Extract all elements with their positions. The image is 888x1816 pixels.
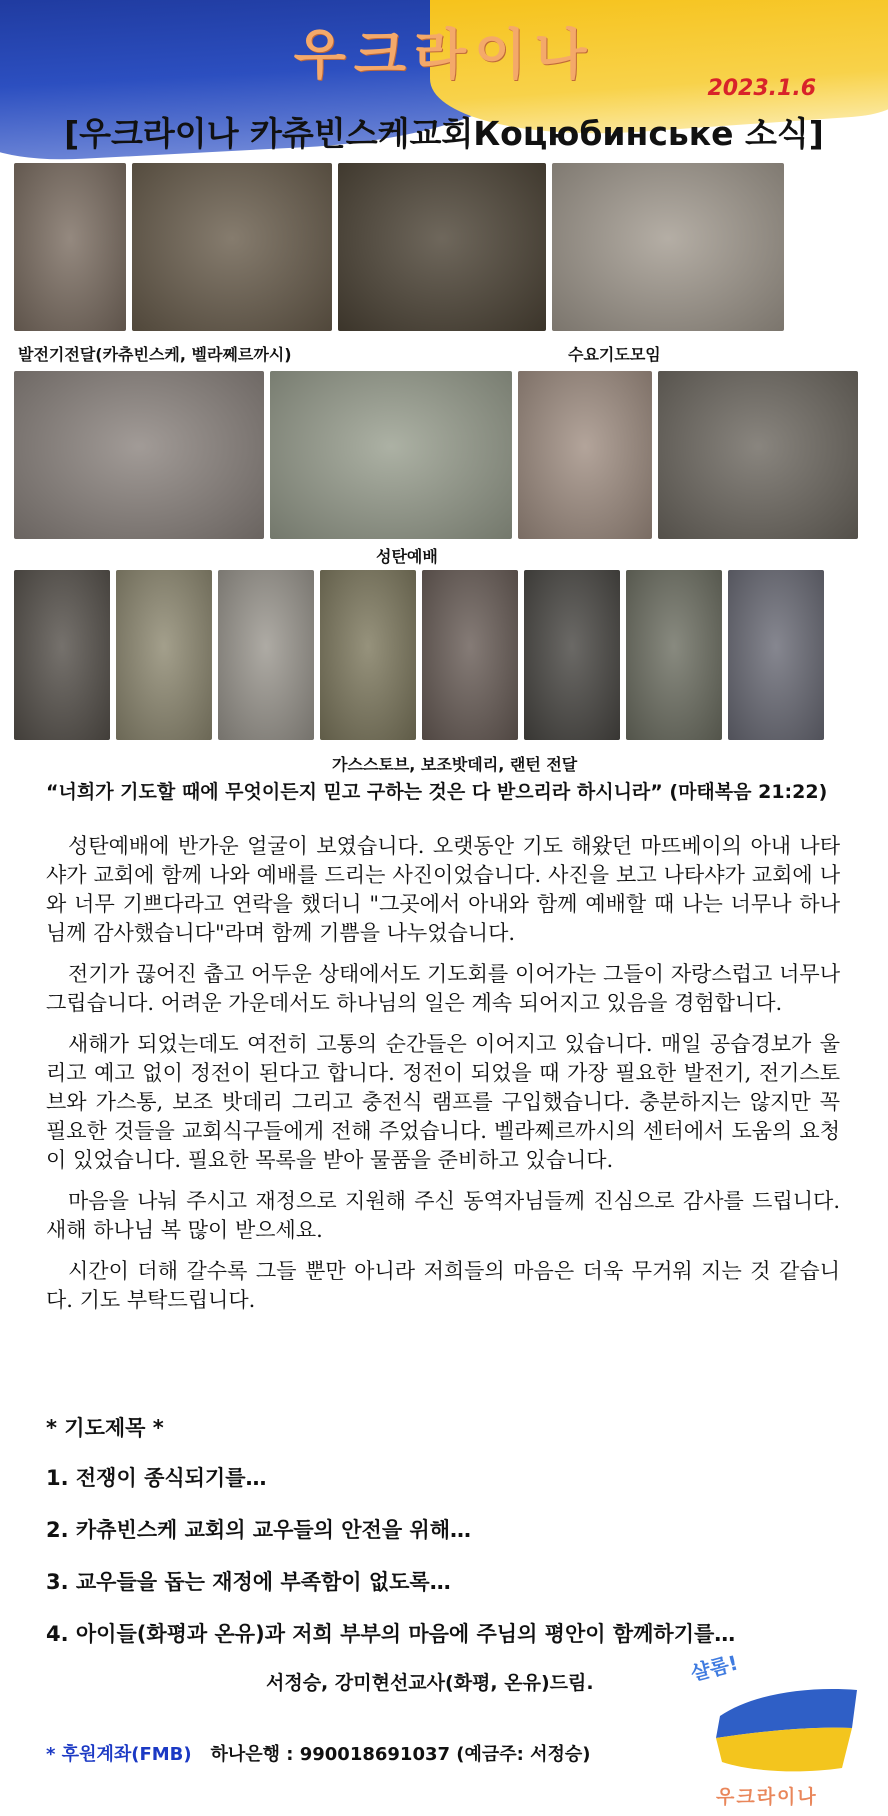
salom-text: 샬롬!: [688, 1650, 741, 1686]
caption-gifts: 가스스토브, 보조밧데리, 랜턴 전달: [332, 755, 578, 774]
photo-row-1: [14, 163, 784, 331]
prayer-item: 3. 교우들을 돕는 재정에 부족함이 없도록…: [46, 1570, 451, 1594]
photo-row-3: [14, 570, 824, 740]
footer-ukraine-text: 우크라이나: [716, 1786, 818, 1808]
gift-photo-7: [626, 570, 722, 740]
generator-photo-1: [14, 163, 126, 331]
gift-photo-3: [218, 570, 314, 740]
prayer-photo-1: [338, 163, 546, 331]
prayer-item: 4. 아이들(화평과 온유)과 저희 부부의 마음에 주님의 평안이 함께하기를…: [46, 1622, 736, 1646]
ukraine-flag-brush-art: [712, 1676, 862, 1786]
account-detail: 하나은행 : 990018691037 (예금주: 서정승): [210, 1744, 591, 1765]
signature: 서정승, 강미현선교사(화평, 온유)드림.: [266, 1672, 594, 1694]
christmas-photo-3: [518, 371, 652, 539]
letter-body: [46, 832, 840, 1327]
donation-account: [46, 1740, 591, 1766]
paragraph: 전기가 끊어진 춥고 어두운 상태에서도 기도회를 이어가는 그들이 자랑스럽고 너무나 그립습니다. 어려운 가운데서도 하나님의 일은 계속 되어지고 있음을 경험합니다.: [46, 962, 840, 1015]
scripture-quote: “너희가 기도할 때에 무엇이든지 믿고 구하는 것은 다 받으리라 하시니라” (마태복음 21:22): [46, 781, 828, 803]
caption-generator: 발전기전달(카츄빈스케, 벨라쩨르까시): [18, 345, 292, 364]
caption-christmas: 성탄예배: [376, 547, 438, 566]
newsletter-subtitle: [우크라이나 카츄빈스케교회Коцюбинське 소식]: [64, 114, 824, 153]
gift-photo-1: [14, 570, 110, 740]
prayer-item: 1. 전쟁이 종식되기를…: [46, 1466, 267, 1490]
account-label: * 후원계좌(FMB): [46, 1744, 192, 1765]
newsletter-date: 2023.1.6: [707, 76, 816, 101]
banner-title: 우크라이나: [293, 23, 595, 86]
gift-photo-6: [524, 570, 620, 740]
caption-prayer-meeting: 수요기도모임: [568, 345, 661, 364]
gift-photo-2: [116, 570, 212, 740]
christmas-photo-4: [658, 371, 858, 539]
paragraph: 시간이 더해 갈수록 그들 뿐만 아니라 저희들의 마음은 더욱 무거워 지는 것 같습니다. 기도 부탁드립니다.: [46, 1259, 840, 1312]
prayer-requests: [46, 1412, 846, 1670]
christmas-photo-2: [270, 371, 512, 539]
generator-photo-2: [132, 163, 332, 331]
gift-photo-5: [422, 570, 518, 740]
paragraph: 마음을 나눠 주시고 재정으로 지원해 주신 동역자님들께 진심으로 감사를 드립니다. 새해 하나님 복 많이 받으세요.: [46, 1189, 840, 1242]
prayer-item: 2. 카츄빈스케 교회의 교우들의 안전을 위해…: [46, 1518, 472, 1542]
photo-row-2: [14, 371, 858, 539]
prayer-heading: * 기도제목 *: [46, 1416, 164, 1440]
paragraph: 성탄예배에 반가운 얼굴이 보였습니다. 오랫동안 기도 해왔던 마뜨베이의 아내 나타샤가 교회에 함께 나와 예배를 드리는 사진이었습니다. 사진을 보고 나타샤가 교회에 나와 너무 기쁘다라고 연락을 했더니 "그곳에서 아내와 함께 예배할 때 나는 너무나 하나님께 감사했습니다"라며 함께 기쁨을 나누었습니다.: [46, 834, 840, 945]
gift-photo-4: [320, 570, 416, 740]
prayer-photo-2: [552, 163, 784, 331]
paragraph: 새해가 되었는데도 여전히 고통의 순간들은 이어지고 있습니다. 매일 공습경보가 울리고 예고 없이 정전이 된다고 합니다. 정전이 되었을 때 가장 필요한 발전기, 전기스토브와 가스통, 보조 밧데리 그리고 충전식 램프를 구입했습니다. 충분하지는 않지만 꼭 필요한 것들을 교회식구들에게 전해 주었습니다. 벨라쩨르까시의 센터에서 도움의 요청이 있었습니다. 필요한 목록을 받아 물품을 준비하고 있습니다.: [46, 1032, 840, 1172]
gift-photo-8: [728, 570, 824, 740]
christmas-photo-1: [14, 371, 264, 539]
